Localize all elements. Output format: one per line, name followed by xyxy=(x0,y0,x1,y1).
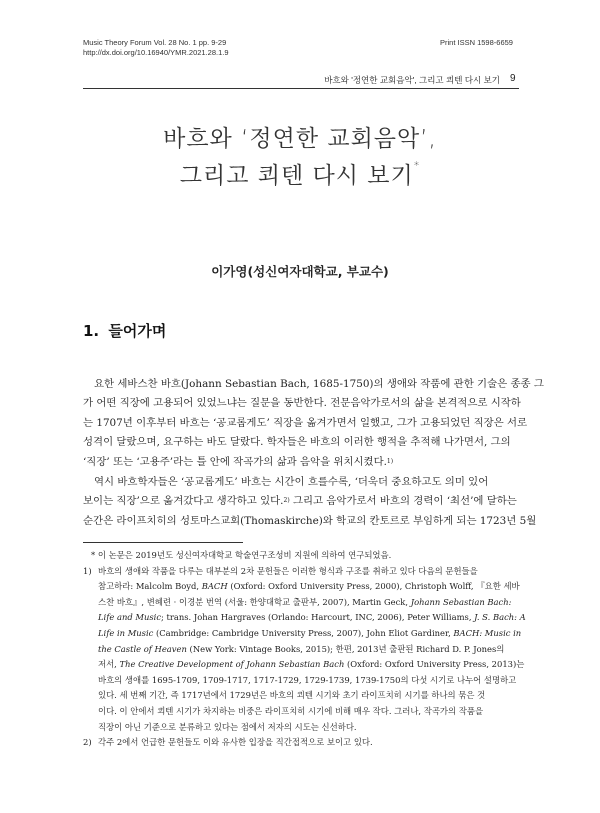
footnote-rule xyxy=(83,542,243,543)
paragraph-line-text: 보이는 직장’으로 옮겨갔다고 생각하고 있다. xyxy=(83,495,284,508)
paper-title-line-2 xyxy=(0,157,600,190)
footnote-line: 각주 2에서 언급한 문헌들도 이와 유사한 입장을 직간접적으로 보이고 있다. xyxy=(98,737,373,748)
paragraph-line: 성격이 달랐으며, 요구하는 바도 달랐다. 학자들은 바흐의 이러한 행적을 추적해 나가면서, 그의 xyxy=(83,436,511,449)
footnote-2-number: 2) xyxy=(83,737,92,748)
footnote-star: * 이 논문은 2019년도 성신여자대학교 학술연구조성비 지원에 의하여 연구되었음. xyxy=(91,550,392,560)
paragraph-line xyxy=(83,453,519,472)
footnote-line xyxy=(98,626,522,642)
book-title: Johann Sebastian Bach: xyxy=(410,596,512,607)
book-title: the Castle of Heaven xyxy=(98,643,187,654)
paragraph-line: 요한 세바스찬 바흐(Johann Sebastian Bach, 1685-1750)의 생애와 작품에 관한 기술은 종종 그 xyxy=(94,378,544,390)
paragraph-2 xyxy=(83,473,537,531)
paragraph-line: 는 1707년 이후부터 바흐는 ‘공교롭게도’ 직장을 옮겨가면서 일했고, 그가 고용되었던 직장은 서로 xyxy=(83,416,528,429)
section-number: 1. xyxy=(83,322,100,340)
paragraph-1 xyxy=(83,375,544,472)
footnote-line: 바흐의 생애와 작품을 다루는 대부분의 2차 문헌들은 이러한 형식과 구조를 취하고 있다 다음의 문헌들을 xyxy=(98,565,478,576)
paper-title-line-1: 바흐와 ‘정연한 교회음악’, xyxy=(163,126,437,152)
title-footnote-mark[interactable]: * xyxy=(413,159,421,172)
footnote-line xyxy=(98,642,519,658)
book-title: J. S. Bach: A xyxy=(474,612,526,623)
paragraph-line: 순간은 라이프치히의 성토마스교회(Thomaskirche)와 학교의 칸토르로 부임하게 되는 1723년 5월 xyxy=(83,514,537,527)
footnote-ref-1[interactable]: 1) xyxy=(386,457,394,465)
book-title: BACH xyxy=(201,581,228,592)
running-title: 바흐와 '정연한 교회음악', 그리고 쾨텐 다시 보기 xyxy=(324,75,500,85)
book-title: BACH: Music in xyxy=(453,627,522,638)
footnote-line xyxy=(98,579,519,595)
paragraph-line-text: ‘직장’ 또는 ‘고용주’라는 틀 안에 작곡가의 삶과 음악을 위치시켰다. xyxy=(83,455,387,468)
footnote-line xyxy=(98,657,525,673)
footnote-ref-2[interactable]: 2) xyxy=(283,497,290,505)
footnote-line: 있다. 세 번째 기간, 즉 1717년에서 1729년은 바흐의 쾨텐 시기와 초기 라이프치히 시기를 하나의 묶은 것 xyxy=(98,690,486,701)
footnote-1 xyxy=(83,564,526,736)
footnote-line xyxy=(98,595,519,611)
paragraph-line: 가 어떤 직장에 고용되어 있었느냐는 질문을 동반한다. 전문음악가로서의 삶을 본격적으로 시작하 xyxy=(83,397,521,410)
paragraph-line-text: 그리고 음악가로서 바흐의 경력이 ‘최선’에 달하는 xyxy=(289,495,517,508)
footnote-line-text: (Cambridge: Cambridge University Press, 2007), John Eliot Gardiner, xyxy=(153,627,454,638)
doi-link[interactable]: http://dx.doi.org/10.16940/YMR.2021.28.1.9 xyxy=(83,48,229,57)
footnote-line-text: (Oxford: Oxford University Press, 2013)는 xyxy=(344,659,525,670)
issn: Print ISSN 1598-6659 xyxy=(440,38,513,47)
section-heading xyxy=(83,320,166,341)
book-title: Life in Music xyxy=(98,627,154,638)
footnote-line-text: (New York: Vintage Books, 2015); 한편, 2013년 출판된 Richard D. P. Jones의 xyxy=(186,643,505,654)
paper-title-line-2-text: 그리고 쾨텐 다시 보기 xyxy=(179,163,414,189)
page-number: 9 xyxy=(510,73,516,84)
footnote-1-number: 1) xyxy=(83,565,92,576)
paragraph-line xyxy=(83,492,519,511)
section-title: 들어가며 xyxy=(108,322,167,340)
footnote-line: 이다. 이 안에서 쾨텐 시기가 차지하는 비중은 라이프치히 시기에 비해 매우 작다. 그러나, 작곡가의 작품을 xyxy=(98,705,484,716)
book-title: Life and Music xyxy=(98,612,162,623)
author-affiliation: 이가영(성신여자대학교, 부교수) xyxy=(211,264,389,279)
book-title: The Creative Development of Johann Sebastian Bach xyxy=(119,659,345,670)
footnote-line xyxy=(98,610,526,626)
footnote-line: 바흐의 생애를 1695-1709, 1709-1717, 1717-1729, 1729-1739, 1739-1750의 다섯 시기로 나누어 설명하고 xyxy=(98,674,517,685)
footnote-line-text: 저서, xyxy=(98,659,120,670)
journal-citation: Music Theory Forum Vol. 28 No. 1 pp. 9-29 xyxy=(83,38,227,47)
footnote-2 xyxy=(83,735,519,751)
footnote-line-text: ; trans. Johan Hargraves (Orlando: Harcourt, INC, 2006), Peter Williams, xyxy=(161,612,475,623)
footnote-line: 직장이 아닌 기준으로 분류하고 있다는 점에서 저자의 시도는 신선하다. xyxy=(98,721,357,732)
header-rule xyxy=(83,88,519,89)
paragraph-line: 역시 바흐학자들은 ‘공교롭게도’ 바흐는 시간이 흐를수록, ‘더욱더 중요하고도 의미 있어 xyxy=(94,476,489,488)
footnotes xyxy=(83,548,526,751)
footnote-line-text: 스찬 바흐』, 변혜련 · 이경분 번역 (서울: 한양대학교 출판부, 2007), Martin Geck, xyxy=(98,596,411,607)
footnote-line-text: 참고하라: Malcolm Boyd, xyxy=(98,581,202,592)
footnote-line-text: (Oxford: Oxford University Press, 2000), Christoph Wolff, 『요한 세바 xyxy=(227,581,520,592)
